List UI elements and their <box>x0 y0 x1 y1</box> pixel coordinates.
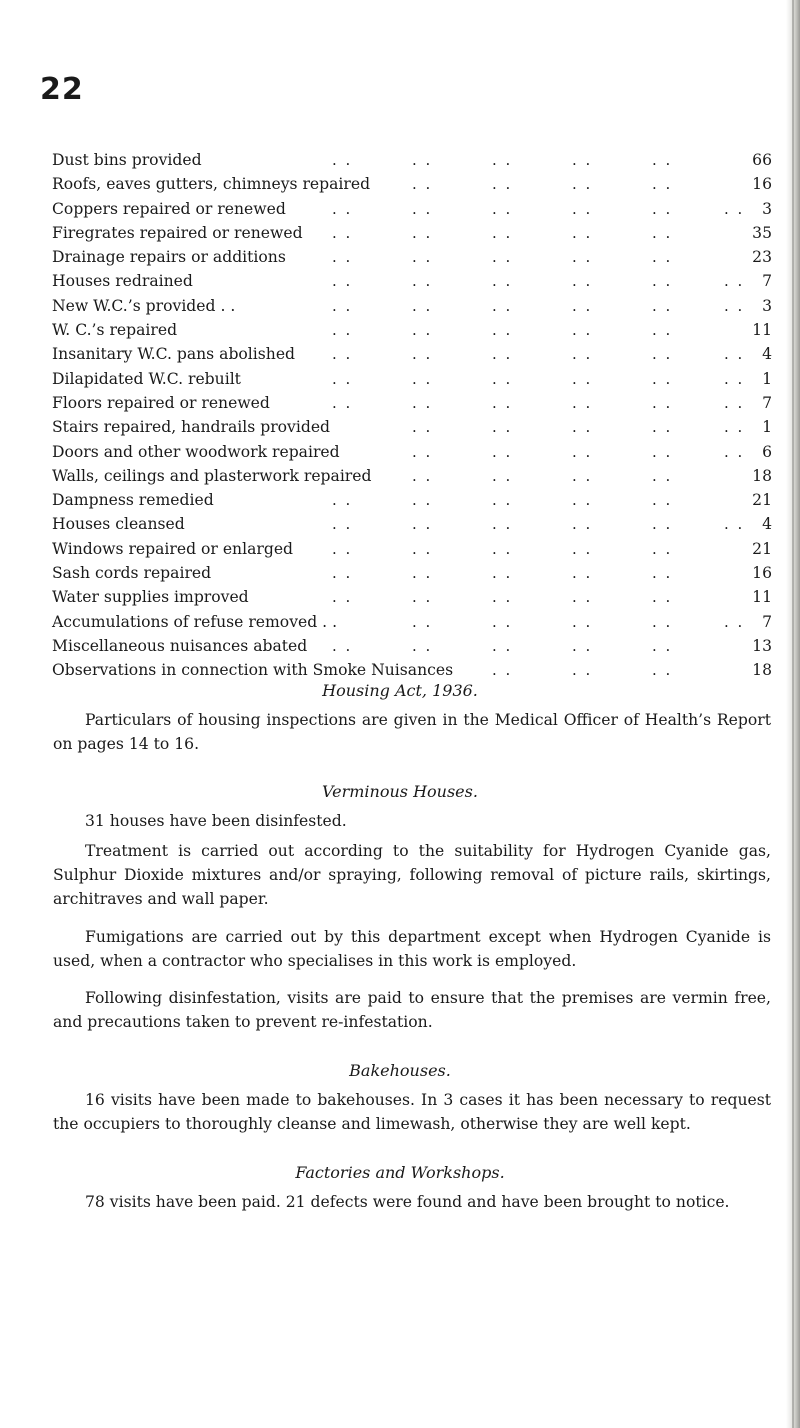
list-item-value: 3 <box>762 199 772 218</box>
leader-dots: . . <box>412 345 433 364</box>
list-item-label: Dampness remedied <box>52 491 214 510</box>
leader-dots: . . <box>724 612 745 631</box>
leader-dots: . . <box>332 321 353 340</box>
leader-dots: . . <box>492 612 513 631</box>
leader-dots: . . <box>412 588 433 607</box>
list-item-label: Windows repaired or enlarged <box>52 539 294 558</box>
list-item-label: New W.C.’s provided . . <box>52 296 236 315</box>
list-item-label: Accumulations of refuse removed . . <box>52 612 338 631</box>
leader-dots: . . <box>492 321 513 340</box>
leader-dots: . . <box>652 588 673 607</box>
list-item <box>52 269 772 293</box>
list-item <box>52 367 772 391</box>
leader-dots: . . <box>572 369 593 388</box>
leader-dots: . . <box>412 539 433 558</box>
factories-paragraph: 78 visits have been paid. 21 defects were found and have been brought to notice. <box>85 1193 730 1211</box>
leader-dots: . . <box>652 199 673 218</box>
leader-dots: . . <box>332 393 353 412</box>
leader-dots: . . <box>332 564 353 583</box>
list-item-value: 6 <box>762 442 772 461</box>
leader-dots: . . <box>332 272 353 291</box>
list-item <box>52 342 772 366</box>
bakehouses-paragraph: 16 visits have been made to bakehouses. In 3 cases it has been necessary to request the occupiers to thoroughly cleanse and limewash, otherwise they are well kept. <box>53 1091 771 1133</box>
leader-dots: . . <box>724 515 745 534</box>
list-item <box>52 440 772 464</box>
list-item-value: 7 <box>762 612 772 631</box>
list-item-value: 1 <box>762 369 772 388</box>
leader-dots: . . <box>492 151 513 169</box>
leader-dots: . . <box>492 442 513 461</box>
list-item-label: Floors repaired or renewed <box>52 393 270 412</box>
housing-paragraph: Particulars of housing inspections are given in the Medical Officer of Health’s Report on pages 14 to 16. <box>53 711 771 753</box>
verminous-paragraph-2: Treatment is carried out according to the suitability for Hydrogen Cyanide gas, Sulphur Dioxide mixtures and/or spraying, following removal of picture rails, skirtings, architraves and wall paper. <box>53 842 771 908</box>
leader-dots: . . <box>332 636 353 655</box>
leader-dots: . . <box>492 223 513 242</box>
leader-dots: . . <box>492 248 513 267</box>
leader-dots: . . <box>572 515 593 534</box>
leader-dots: . . <box>492 466 513 485</box>
leader-dots: . . <box>412 491 433 510</box>
leader-dots: . . <box>572 321 593 340</box>
leader-dots: . . <box>412 199 433 218</box>
leader-dots: . . <box>572 272 593 291</box>
list-item <box>52 391 772 415</box>
leader-dots: . . <box>332 296 353 315</box>
list-item-label: Sash cords repaired <box>52 564 212 583</box>
leader-dots: . . <box>492 588 513 607</box>
list-item-value: 18 <box>752 661 772 680</box>
housing-heading: Housing Act, 1936. <box>322 681 478 700</box>
list-item-label: Coppers repaired or renewed <box>52 199 286 218</box>
leader-dots: . . <box>332 588 353 607</box>
leader-dots: . . <box>724 296 745 315</box>
leader-dots: . . <box>652 515 673 534</box>
leader-dots: . . <box>492 564 513 583</box>
list-item-value: 13 <box>752 636 772 655</box>
leader-dots: . . <box>412 321 433 340</box>
leader-dots: . . <box>492 199 513 218</box>
leader-dots: . . <box>492 661 513 680</box>
list-item-value: 1 <box>762 418 772 437</box>
leader-dots: . . <box>572 296 593 315</box>
list-item-label: Houses redrained <box>52 272 193 291</box>
page-edge-line <box>792 0 794 1428</box>
list-item-value: 7 <box>762 393 772 412</box>
leader-dots: . . <box>652 321 673 340</box>
leader-dots: . . <box>492 393 513 412</box>
leader-dots: . . <box>572 564 593 583</box>
list-item-label: Doors and other woodwork repaired <box>52 442 340 461</box>
list-item <box>52 464 772 488</box>
leader-dots: . . <box>572 248 593 267</box>
leader-dots: . . <box>332 345 353 364</box>
leader-dots: . . <box>724 369 745 388</box>
leader-dots: . . <box>492 418 513 437</box>
list-item-value: 11 <box>752 588 772 607</box>
leader-dots: . . <box>652 296 673 315</box>
list-item-value: 21 <box>752 539 772 558</box>
leader-dots: . . <box>332 248 353 267</box>
leader-dots: . . <box>412 272 433 291</box>
list-item-label: Insanitary W.C. pans abolished <box>52 345 296 364</box>
leader-dots: . . <box>652 418 673 437</box>
list-item-label: Houses cleansed <box>52 515 185 534</box>
list-item-label: Stairs repaired, handrails provided <box>52 418 331 437</box>
leader-dots: . . <box>492 296 513 315</box>
leader-dots: . . <box>412 175 433 194</box>
leader-dots: . . <box>412 466 433 485</box>
leader-dots: . . <box>652 491 673 510</box>
list-item <box>52 537 772 561</box>
leader-dots: . . <box>412 369 433 388</box>
list-item <box>52 221 772 245</box>
leader-dots: . . <box>572 466 593 485</box>
leader-dots: . . <box>724 442 745 461</box>
list-item-label: Water supplies improved <box>52 588 249 607</box>
list-item <box>52 245 772 269</box>
list-item <box>52 561 772 585</box>
list-item <box>52 610 772 634</box>
list-item-value: 4 <box>762 515 772 534</box>
leader-dots: . . <box>652 466 673 485</box>
nuisances-list <box>52 148 772 683</box>
leader-dots: . . <box>724 272 745 291</box>
leader-dots: . . <box>492 636 513 655</box>
leader-dots: . . <box>332 199 353 218</box>
verminous-paragraph-4: Following disinfestation, visits are paid to ensure that the premises are vermin free, and precautions taken to prevent re-infestation. <box>53 989 771 1031</box>
list-item-value: 7 <box>762 272 772 291</box>
leader-dots: . . <box>572 588 593 607</box>
leader-dots: . . <box>412 151 433 169</box>
leader-dots: . . <box>332 539 353 558</box>
leader-dots: . . <box>572 175 593 194</box>
leader-dots: . . <box>652 151 673 169</box>
leader-dots: . . <box>492 345 513 364</box>
leader-dots: . . <box>492 272 513 291</box>
leader-dots: . . <box>652 248 673 267</box>
leader-dots: . . <box>652 636 673 655</box>
leader-dots: . . <box>724 345 745 364</box>
leader-dots: . . <box>412 393 433 412</box>
list-item-label: Dilapidated W.C. rebuilt <box>52 369 241 388</box>
leader-dots: . . <box>412 296 433 315</box>
verminous-paragraph-1: 31 houses have been disinfested. <box>85 812 347 830</box>
list-item-label: Roofs, eaves gutters, chimneys repaired <box>52 175 371 194</box>
leader-dots: . . <box>724 393 745 412</box>
leader-dots: . . <box>412 248 433 267</box>
list-item-label: Walls, ceilings and plasterwork repaired <box>52 466 372 485</box>
list-item-value: 66 <box>752 151 772 169</box>
list-item <box>52 415 772 439</box>
leader-dots: . . <box>572 442 593 461</box>
leader-dots: . . <box>652 661 673 680</box>
leader-dots: . . <box>572 539 593 558</box>
leader-dots: . . <box>492 369 513 388</box>
leader-dots: . . <box>572 199 593 218</box>
leader-dots: . . <box>652 393 673 412</box>
list-item <box>52 197 772 221</box>
leader-dots: . . <box>572 418 593 437</box>
list-item-value: 16 <box>752 175 772 194</box>
leader-dots: . . <box>652 442 673 461</box>
leader-dots: . . <box>572 151 593 169</box>
leader-dots: . . <box>412 442 433 461</box>
leader-dots: . . <box>652 539 673 558</box>
list-item <box>52 318 772 342</box>
list-item-value: 35 <box>752 223 772 242</box>
leader-dots: . . <box>492 491 513 510</box>
list-item <box>52 512 772 536</box>
leader-dots: . . <box>332 515 353 534</box>
leader-dots: . . <box>492 515 513 534</box>
leader-dots: . . <box>572 612 593 631</box>
leader-dots: . . <box>412 223 433 242</box>
list-item-value: 16 <box>752 564 772 583</box>
list-item <box>52 148 772 172</box>
leader-dots: . . <box>652 272 673 291</box>
leader-dots: . . <box>572 636 593 655</box>
list-item <box>52 634 772 658</box>
list-item <box>52 172 772 196</box>
leader-dots: . . <box>412 636 433 655</box>
list-item-label: Drainage repairs or additions <box>52 248 286 267</box>
leader-dots: . . <box>652 175 673 194</box>
list-item-value: 23 <box>752 248 772 267</box>
list-item-value: 3 <box>762 296 772 315</box>
list-item-value: 11 <box>752 321 772 340</box>
leader-dots: . . <box>412 515 433 534</box>
list-item-value: 18 <box>752 466 772 485</box>
list-item <box>52 294 772 318</box>
list-item-value: 21 <box>752 491 772 510</box>
leader-dots: . . <box>652 564 673 583</box>
leader-dots: . . <box>652 345 673 364</box>
leader-dots: . . <box>572 345 593 364</box>
list-item-label: Dust bins provided <box>52 151 202 169</box>
list-item-label: W. C.’s repaired <box>52 321 178 340</box>
leader-dots: . . <box>412 612 433 631</box>
bakehouses-heading: Bakehouses. <box>349 1061 451 1080</box>
list-item <box>52 585 772 609</box>
leader-dots: . . <box>332 223 353 242</box>
factories-heading: Factories and Workshops. <box>295 1163 505 1182</box>
list-item <box>52 488 772 512</box>
list-item-value: 4 <box>762 345 772 364</box>
leader-dots: . . <box>724 199 745 218</box>
verminous-paragraph-3: Fumigations are carried out by this department except when Hydrogen Cyanide is used, when a contractor who specialises in this work is employed. <box>53 928 771 970</box>
list-item-label: Firegrates repaired or renewed <box>52 223 303 242</box>
page-number: 22 <box>40 72 84 107</box>
leader-dots: . . <box>724 418 745 437</box>
leader-dots: . . <box>412 564 433 583</box>
list-item-label: Miscellaneous nuisances abated <box>52 636 308 655</box>
leader-dots: . . <box>332 151 353 169</box>
list-item-label: Observations in connection with Smoke Nuisances <box>52 661 454 680</box>
leader-dots: . . <box>652 612 673 631</box>
leader-dots: . . <box>652 223 673 242</box>
leader-dots: . . <box>412 418 433 437</box>
list-item <box>52 658 772 682</box>
leader-dots: . . <box>572 393 593 412</box>
leader-dots: . . <box>332 491 353 510</box>
leader-dots: . . <box>572 661 593 680</box>
verminous-heading: Verminous Houses. <box>322 782 478 801</box>
leader-dots: . . <box>652 369 673 388</box>
leader-dots: . . <box>572 491 593 510</box>
leader-dots: . . <box>572 223 593 242</box>
leader-dots: . . <box>492 539 513 558</box>
leader-dots: . . <box>332 369 353 388</box>
leader-dots: . . <box>492 175 513 194</box>
